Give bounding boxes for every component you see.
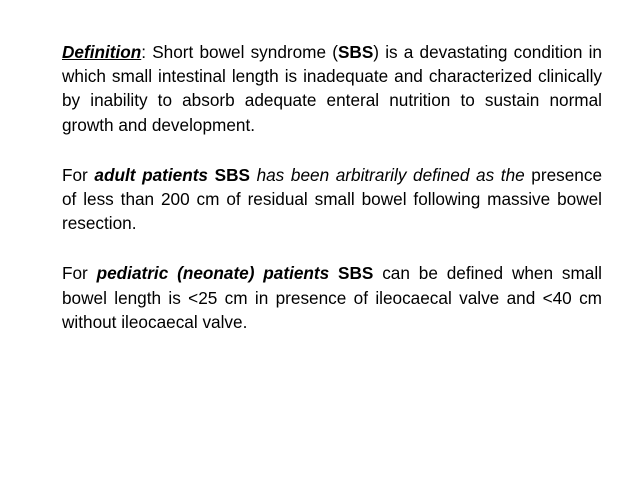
- definition-text-start: Short bowel syndrome (: [146, 42, 338, 62]
- adult-text-end: presence of less than 200 cm of residual small bowel following massive bowel resection.: [62, 164, 603, 234]
- definition-text-end: ) is a devastating condition in which small intestinal length is inadequate and characterized clinically by inability to absorb adequate enteral nutrition to sustain normal growth and development.: [62, 42, 602, 135]
- adult-sbs-abbr: SBS: [214, 164, 250, 185]
- adult-space: [208, 165, 215, 185]
- definition-sbs-abbr: SBS: [337, 42, 374, 62]
- definition-term: Definition: [62, 42, 142, 62]
- pediatric-space: [329, 263, 338, 283]
- adult-text-start: For: [62, 164, 95, 185]
- pediatric-text-end: can be defined when small bowel length is <25 cm in presence of ileocaecal valve and <40 cm without ileocaecal valve.: [62, 263, 602, 332]
- pediatric-patients-emphasis: pediatric (neonate) patients: [96, 263, 330, 284]
- adult-patients-emphasis: adult patients: [94, 164, 208, 185]
- definition-paragraph: [62, 40, 602, 137]
- adult-italic-text: has been arbitrarily defined as the: [249, 164, 525, 185]
- adult-paragraph: [62, 163, 602, 236]
- pediatric-sbs-abbr: SBS: [338, 263, 374, 284]
- pediatric-text-start: For: [62, 263, 97, 284]
- definition-colon: :: [141, 42, 147, 62]
- pediatric-paragraph: [62, 261, 602, 334]
- slide-content: [62, 40, 602, 360]
